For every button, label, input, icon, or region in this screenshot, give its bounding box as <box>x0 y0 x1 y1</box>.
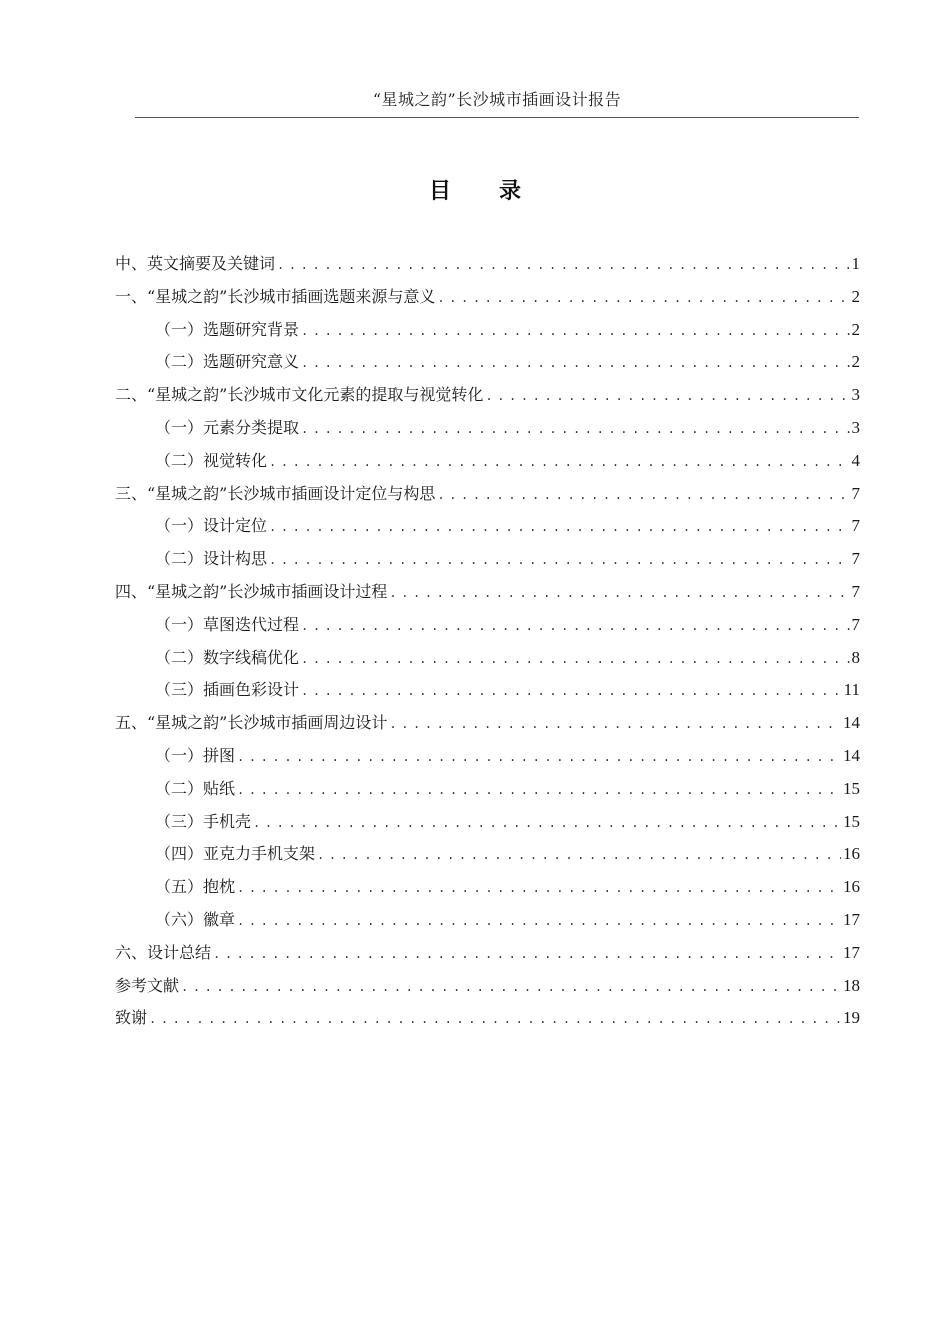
toc-entry-label: （二）设计构思 <box>155 549 268 569</box>
dot-leader <box>269 511 849 544</box>
toc-entry-page: 7 <box>851 516 860 536</box>
dot-leader <box>301 643 849 676</box>
toc-entry-label: 中、英文摘要及关键词 <box>115 254 276 273</box>
dot-leader <box>237 905 841 938</box>
toc-entry[interactable] <box>115 642 860 675</box>
toc-entry-page: 2 <box>851 319 860 339</box>
dot-leader <box>181 971 841 1004</box>
dot-leader <box>213 938 841 971</box>
toc-entry-label: 参考文献 <box>115 975 180 995</box>
dot-leader <box>237 774 841 807</box>
toc-entry-label: （二）选题研究意义 <box>155 352 300 372</box>
header-divider <box>135 117 859 118</box>
toc-entry[interactable] <box>115 609 860 642</box>
dot-leader <box>301 347 849 380</box>
toc-entry-page: 15 <box>843 778 860 798</box>
toc-entry-page: 4 <box>851 450 860 470</box>
toc-entry-page: 11 <box>843 680 860 700</box>
toc-entry[interactable] <box>115 346 860 379</box>
toc-entry[interactable] <box>115 412 860 445</box>
toc-entry-label: （二）贴纸 <box>155 778 236 798</box>
dot-leader <box>389 577 849 610</box>
toc-entry-page: 1 <box>851 254 860 273</box>
dot-leader <box>301 413 849 446</box>
toc-entry[interactable] <box>115 576 860 609</box>
dot-leader <box>301 315 849 348</box>
toc-entry-page: 7 <box>851 614 860 634</box>
toc-entry[interactable] <box>115 510 860 543</box>
dot-leader <box>437 282 849 315</box>
dot-leader <box>269 446 849 479</box>
toc-entry[interactable] <box>115 314 860 347</box>
toc-entry[interactable] <box>115 937 860 970</box>
dot-leader <box>269 544 849 577</box>
toc-entry-page: 2 <box>851 352 860 372</box>
running-header: “星城之韵”长沙城市插画设计报告 <box>372 90 622 109</box>
toc-entry-label: （六）徽章 <box>155 909 236 929</box>
toc-entry-label: （一）元素分类提取 <box>155 417 300 437</box>
toc-entry-label: 五、“星城之韵”长沙城市插画周边设计 <box>115 713 388 733</box>
toc-entry-page: 17 <box>843 942 860 962</box>
toc-entry[interactable] <box>115 970 860 1003</box>
toc-entry-page: 3 <box>851 417 860 437</box>
dot-leader <box>437 479 849 512</box>
toc-entry-label: 四、“星城之韵”长沙城市插画设计过程 <box>115 581 388 601</box>
dot-leader <box>149 1003 841 1036</box>
dot-leader <box>301 610 849 643</box>
toc-entry-page: 3 <box>851 385 860 405</box>
toc-entry[interactable] <box>115 674 860 707</box>
toc-entry-page: 7 <box>851 581 860 601</box>
toc-entry-label: （五）抱枕 <box>155 877 236 897</box>
toc-entry[interactable] <box>115 740 860 773</box>
dot-leader <box>485 380 849 413</box>
dot-leader <box>389 708 841 741</box>
toc-entry[interactable] <box>115 707 860 740</box>
dot-leader <box>301 675 842 708</box>
toc-entry-label: 一、“星城之韵”长沙城市插画选题来源与意义 <box>115 286 436 306</box>
dot-leader <box>317 839 841 872</box>
dot-leader <box>237 741 841 774</box>
toc-entry[interactable] <box>115 871 860 904</box>
toc-entry-label: （三）插画色彩设计 <box>155 680 300 700</box>
toc-entry-page: 17 <box>843 909 860 929</box>
toc-entry-page: 16 <box>843 844 860 864</box>
toc-entry-page: 14 <box>843 713 860 733</box>
toc-entry-page: 15 <box>843 811 860 831</box>
toc-entry-label: （二）视觉转化 <box>155 450 268 470</box>
toc-entry[interactable] <box>115 904 860 937</box>
toc-entry[interactable] <box>115 543 860 576</box>
toc-entry-label: （一）草图迭代过程 <box>155 614 300 634</box>
toc-entry[interactable] <box>115 248 860 281</box>
toc-entry-label: 六、设计总结 <box>115 942 212 962</box>
toc-entry-page: 8 <box>851 647 860 667</box>
toc-entry[interactable] <box>115 281 860 314</box>
toc-entry-label: （四）亚克力手机支架 <box>155 844 316 864</box>
toc-entry[interactable] <box>115 773 860 806</box>
toc-entry[interactable] <box>115 379 860 412</box>
toc-entry[interactable] <box>115 445 860 478</box>
toc-entry-page: 18 <box>843 975 860 995</box>
toc-title-char-1: 目 <box>428 179 451 204</box>
toc-entry-label: （一）拼图 <box>155 745 236 765</box>
toc-entry-label: （二）数字线稿优化 <box>155 647 300 667</box>
toc-entry-label: 三、“星城之韵”长沙城市插画设计定位与构思 <box>115 483 436 503</box>
toc-entry-label: （一）设计定位 <box>155 516 268 536</box>
toc-entry-label: 二、“星城之韵”长沙城市文化元素的提取与视觉转化 <box>115 385 484 405</box>
toc-entry-page: 2 <box>851 286 860 306</box>
toc-title-char-2: 录 <box>499 179 522 204</box>
table-of-contents <box>115 248 860 1035</box>
toc-entry-label: （一）选题研究背景 <box>155 319 300 339</box>
toc-entry-page: 19 <box>843 1008 860 1028</box>
toc-entry[interactable] <box>115 806 860 839</box>
toc-entry-page: 7 <box>851 483 860 503</box>
toc-entry-page: 7 <box>851 549 860 569</box>
toc-entry-page: 16 <box>843 877 860 897</box>
toc-entry-label: （三）手机壳 <box>155 811 252 831</box>
toc-entry[interactable] <box>115 838 860 871</box>
toc-title <box>0 176 950 208</box>
dot-leader <box>237 872 841 905</box>
dot-leader <box>277 249 849 282</box>
toc-entry[interactable] <box>115 478 860 511</box>
dot-leader <box>253 807 841 840</box>
toc-entry-label: 致谢 <box>115 1008 148 1028</box>
toc-entry-page: 14 <box>843 745 860 765</box>
toc-entry[interactable] <box>115 1002 860 1035</box>
